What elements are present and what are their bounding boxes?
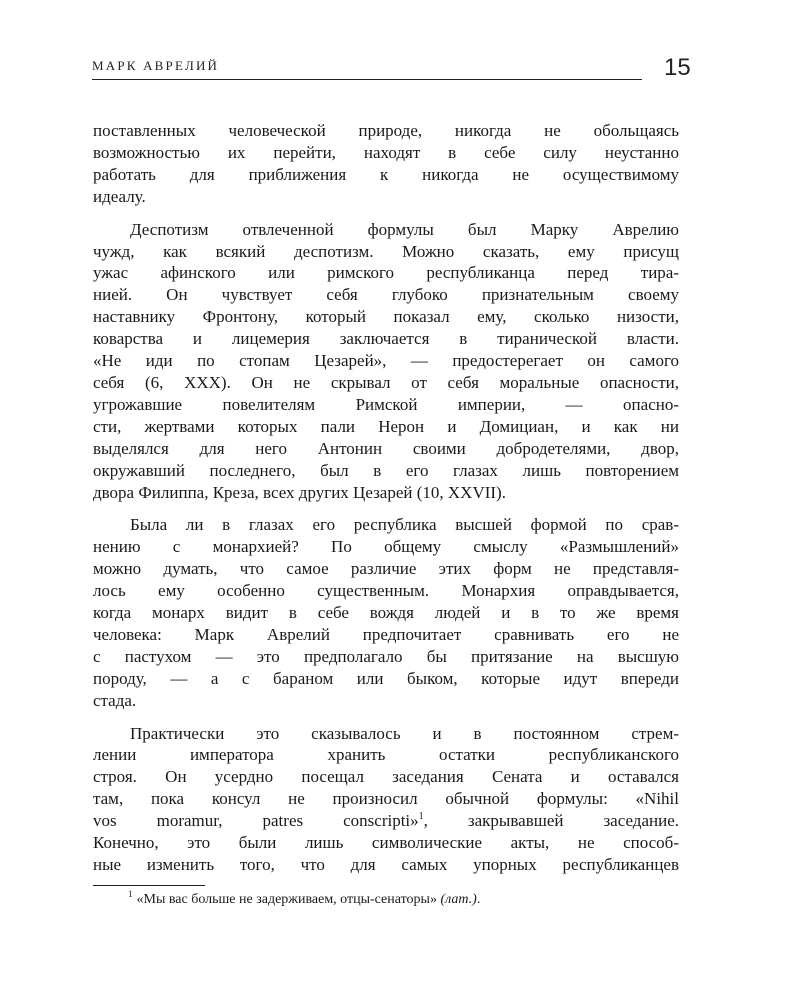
text-line: поставленных человеческой природе, никогда не обольщаясь: [93, 121, 679, 140]
paragraph-1: [93, 120, 679, 208]
footnote: [128, 891, 480, 909]
text-line: выделялся для него Антонин своими добродетелями, двор,: [93, 438, 679, 458]
text-line: коварства и лицемерия заключается в тиранической власти.: [93, 329, 679, 349]
text-line: строя. Он усердно посещал заседания Сената и оставался: [93, 767, 679, 787]
text-line: ные изменить того, что для самых упорных республиканцев: [93, 855, 679, 874]
text-line: «Не иди по стопам Цезарей», — предостерегает он самого: [93, 351, 679, 371]
text-line: чужд, как всякий деспотизм. Можно сказать, ему присущ: [93, 241, 679, 261]
text-line: человека: Марк Аврелий предпочитает сравнивать его не: [93, 624, 679, 644]
paragraph-3: [93, 514, 679, 711]
text-line: Деспотизм отвлеченной формулы был Марку Аврелию: [130, 219, 679, 239]
text-line: себя (6, XXX). Он не скрывал от себя моральные опасности,: [93, 372, 679, 392]
text-line: с пастухом — это предполагало бы притязание на высшую: [93, 646, 679, 666]
footnote-rule: [93, 885, 205, 886]
line-fragment: vos moramur, patres conscripti»: [93, 811, 419, 831]
text-line: стада.: [93, 690, 137, 710]
text-line: породу, — а с бараном или быком, которые идут впереди: [93, 668, 679, 688]
body-text: [93, 120, 679, 876]
text-line: можно думать, что самое различие этих форм не представля-: [93, 559, 679, 579]
text-line: идеалу.: [93, 186, 146, 206]
text-line: [93, 810, 679, 832]
header-rule: [92, 79, 642, 80]
text-line: там, пока консул не произносил обычной формулы: «Nihil: [93, 789, 679, 809]
paragraph-4: [93, 723, 679, 876]
footnote-marker: 1: [128, 889, 133, 899]
text-line: лении императора хранить остатки республиканского: [93, 745, 679, 765]
text-line: Была ли в глазах его республика высшей формой по срав-: [130, 515, 679, 535]
text-line: работать для приближения к никогда не осуществимому: [93, 164, 679, 184]
text-line: ужас афинского или римского республиканца перед тира-: [93, 263, 679, 283]
text-line: наставнику Фронтону, который показал ему, сколько низости,: [93, 307, 679, 327]
text-line: Практически это сказывалось и в постоянном стрем-: [130, 723, 679, 743]
paragraph-2: [93, 219, 679, 504]
text-line: Конечно, это были лишь символические акты, не способ-: [93, 833, 679, 853]
running-title: МАРК АВРЕЛИЙ: [92, 58, 220, 73]
page-number: 15: [664, 54, 691, 81]
footnote-text: «Мы вас больше не задерживаем, отцы-сенаторы»: [136, 892, 437, 907]
text-line: нией. Он чувствует себя глубоко признательным своему: [93, 285, 679, 305]
footnote-end: .: [476, 892, 481, 907]
line-fragment: , закрывавшей заседание.: [423, 811, 679, 831]
text-line: окружавший последнего, был в его глазах лишь повторением: [93, 460, 679, 480]
text-line: когда монарх видит в себе вождя людей и в то же время: [93, 603, 679, 623]
text-line: угрожавшие повелителям Римской империи, — опасно-: [93, 394, 679, 414]
text-line: лось ему особенно существенным. Монархия оправдывается,: [93, 581, 679, 601]
text-line: сти, жертвами которых пали Нерон и Домициан, и как ни: [93, 416, 679, 436]
footnote-language-note: (лат.): [440, 892, 477, 907]
text-line: нению с монархией? По общему смыслу «Размышлений»: [93, 537, 679, 557]
text-line: возможностью их перейти, находят в себе силу неустанно: [93, 142, 679, 162]
footnote-reference[interactable]: 1: [418, 811, 424, 823]
text-line: двора Филиппа, Креза, всех других Цезарей (10, XXVII).: [93, 482, 506, 502]
